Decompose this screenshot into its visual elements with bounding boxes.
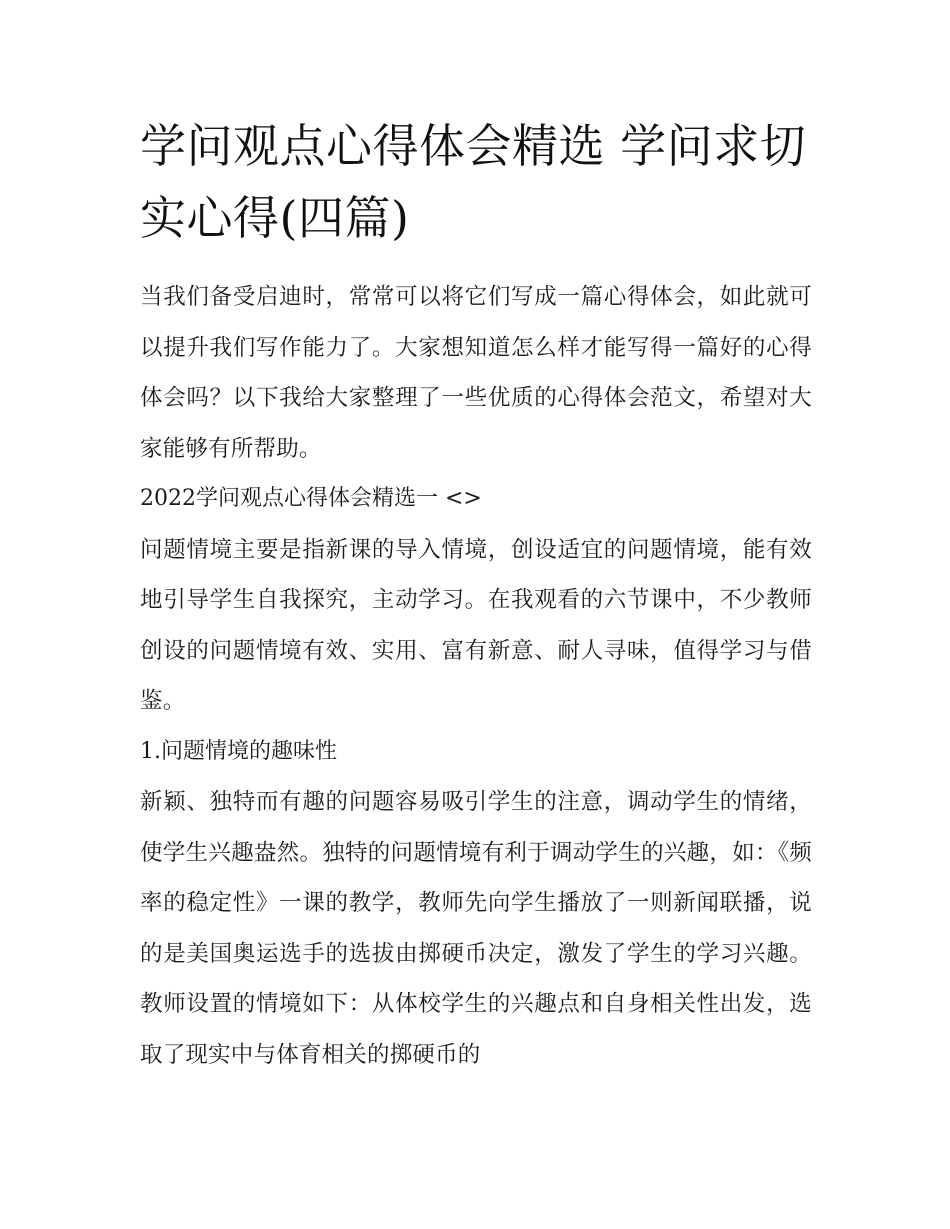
body-paragraph-1: 问题情境主要是指新课的导入情境，创设适宜的问题情境，能有效地引导学生自我探究，主动学习。在我观看的六节课中，不少教师创设的问题情境有效、实用、富有新意、耐人寻味，值得学习与借鉴。: [140, 536, 812, 714]
document-page: [140, 110, 812, 1080]
body-paragraph-2: 新颖、独特而有趣的问题容易吸引学生的注意，调动学生的情绪，使学生兴趣盎然。独特的问题情境有利于调动学生的兴趣，如：《频率的稳定性》一课的教学，教师先向学生播放了一则新闻联播，说的是美国奥运选手的选拔由掷硬币决定，激发了学生的学习兴趣。教师设置的情境如下：从体校学生的兴趣点和自身相关性出发，选取了现实中与体育相关的掷硬币的: [140, 789, 812, 1068]
intro-paragraph: 当我们备受启迪时，常常可以将它们写成一篇心得体会，如此就可以提升我们写作能力了。大家想知道怎么样才能写得一篇好的心得体会吗？以下我给大家整理了一些优质的心得体会范文，希望对大家能够有所帮助。: [140, 284, 812, 462]
subheading-1: 1.问题情境的趣味性: [140, 738, 337, 764]
document-title: 学问观点心得体会精选 学问求切实心得(四篇): [140, 119, 807, 245]
section-heading: 2022学问观点心得体会精选一 <>: [140, 486, 482, 511]
